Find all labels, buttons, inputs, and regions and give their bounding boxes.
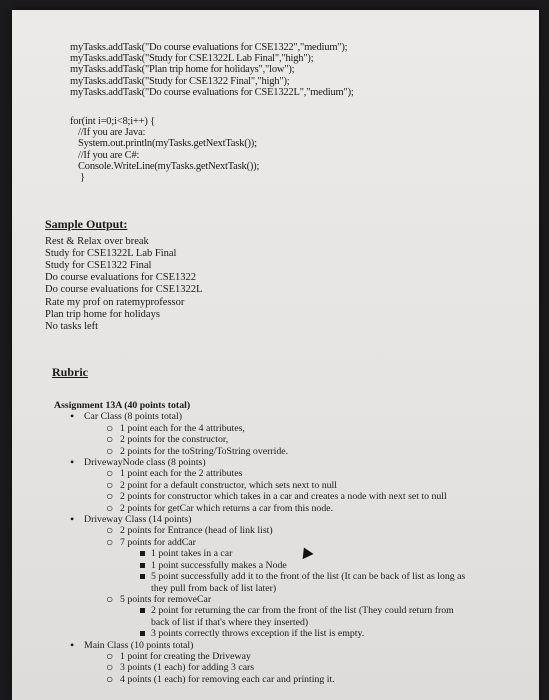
circle-bullet-icon: ○ (106, 523, 114, 538)
circle-bullet-icon: ○ (106, 466, 114, 481)
bullet-icon: • (70, 637, 75, 652)
list-item: ○ 1 point each for the 4 attributes, (106, 420, 245, 435)
cs-line: Console.WriteLine(myTasks.getNextTask()); (78, 160, 260, 172)
square-bullet-icon (140, 631, 145, 636)
list-item: 1 point takes in a car (54, 548, 494, 559)
bullet-icon: • (70, 512, 75, 527)
sample-line: Study for CSE1322 Final (45, 260, 152, 272)
list-item: ○ 1 point each for the 2 attributes (106, 466, 243, 481)
square-bullet-icon (140, 551, 145, 556)
list-item: ○ 2 points for Entrance (head of link list) (106, 523, 273, 538)
sample-line: Do course evaluations for CSE1322 (45, 272, 197, 284)
list-item: 1 point successfully makes a Node (54, 560, 494, 571)
sample-output-heading: Sample Output: (45, 217, 128, 231)
list-item: ○ 2 points for the constructor, (106, 432, 229, 447)
list-item: ○ 2 points for getCar which returns a car from this node. (106, 500, 334, 515)
square-bullet-icon (140, 608, 145, 613)
rubric-list (54, 400, 494, 685)
list-item: ○ 7 points for addCar (106, 534, 196, 549)
sample-line: Rest & Relax over break (45, 236, 149, 248)
bullet-icon: • (70, 455, 75, 470)
loop-header: for(int i=0;i<8;i++) { (70, 116, 155, 128)
circle-bullet-icon: ○ (106, 648, 114, 663)
code-line: myTasks.addTask("Do course evaluations for CSE1322L","medium"); (70, 86, 354, 98)
list-item: • Car Class (8 points total) (70, 409, 182, 424)
circle-bullet-icon: ○ (106, 671, 114, 686)
sample-line: Study for CSE1322L Lab Final (45, 248, 177, 260)
list-item: 5 point successfully add it to the front of the list (It can be back of list as long as they pull from back of list later) (54, 571, 494, 594)
assignment-title: Assignment 13A (40 points total) (54, 400, 191, 411)
square-bullet-icon (140, 574, 145, 579)
circle-bullet-icon: ○ (106, 591, 114, 606)
sample-line: No tasks left (45, 320, 99, 332)
sample-output (45, 218, 202, 333)
java-comment: //If you are Java: (78, 127, 146, 139)
java-line: System.out.println(myTasks.getNextTask()); (78, 138, 257, 150)
list-item: • Main Class (10 points total) (70, 637, 194, 652)
list-item: ○ 2 points for constructor which takes in a car and creates a node with next set to null (106, 489, 447, 504)
list-item: ○ 4 points (1 each) for removing each car and printing it. (106, 671, 335, 686)
code-line: myTasks.addTask("Study for CSE1322L Lab Final","high"); (70, 53, 314, 65)
square-bullet-icon (140, 563, 145, 568)
list-item: • Driveway Class (14 points) (70, 512, 192, 527)
circle-bullet-icon: ○ (106, 534, 114, 549)
list-item: ○ 2 points for the toString/ToString override. (106, 443, 289, 458)
list-item: ○ 2 point for a default constructor, which sets next to null (106, 477, 337, 492)
rubric-heading: Rubric (52, 365, 88, 379)
circle-bullet-icon: ○ (106, 660, 114, 675)
circle-bullet-icon: ○ (106, 420, 114, 435)
code-line: myTasks.addTask("Study for CSE1322 Final","high"); (70, 75, 290, 87)
circle-bullet-icon: ○ (106, 443, 114, 458)
bullet-icon: • (70, 409, 75, 424)
cs-comment: //If you are C#: (78, 149, 140, 161)
sample-line: Rate my prof on ratemyprofessor (45, 296, 185, 308)
code-line: myTasks.addTask("Do course evaluations for CSE1322","medium"); (70, 42, 348, 53)
document-page (12, 10, 539, 700)
list-item: • DrivewayNode class (8 points) (70, 455, 206, 470)
loop-close: } (80, 172, 85, 184)
code-line: myTasks.addTask("Plan trip home for holidays","low"); (70, 64, 295, 76)
sample-line: Plan trip home for holidays (45, 308, 160, 320)
code-block (70, 42, 354, 183)
circle-bullet-icon: ○ (106, 489, 114, 504)
circle-bullet-icon: ○ (106, 500, 114, 515)
list-item: 3 points correctly throws exception if the list is empty. (54, 628, 494, 639)
list-item: ○ 1 point for creating the Driveway (106, 648, 251, 663)
circle-bullet-icon: ○ (106, 477, 114, 492)
list-item: 2 point for returning the car from the front of the list (They could return from back of list if that's where they inserted) (54, 605, 494, 628)
circle-bullet-icon: ○ (106, 432, 114, 447)
list-item: ○ 3 points (1 each) for adding 3 cars (106, 660, 255, 675)
sample-line: Do course evaluations for CSE1322L (45, 284, 203, 296)
list-item: ○ 5 points for removeCar (106, 591, 212, 606)
